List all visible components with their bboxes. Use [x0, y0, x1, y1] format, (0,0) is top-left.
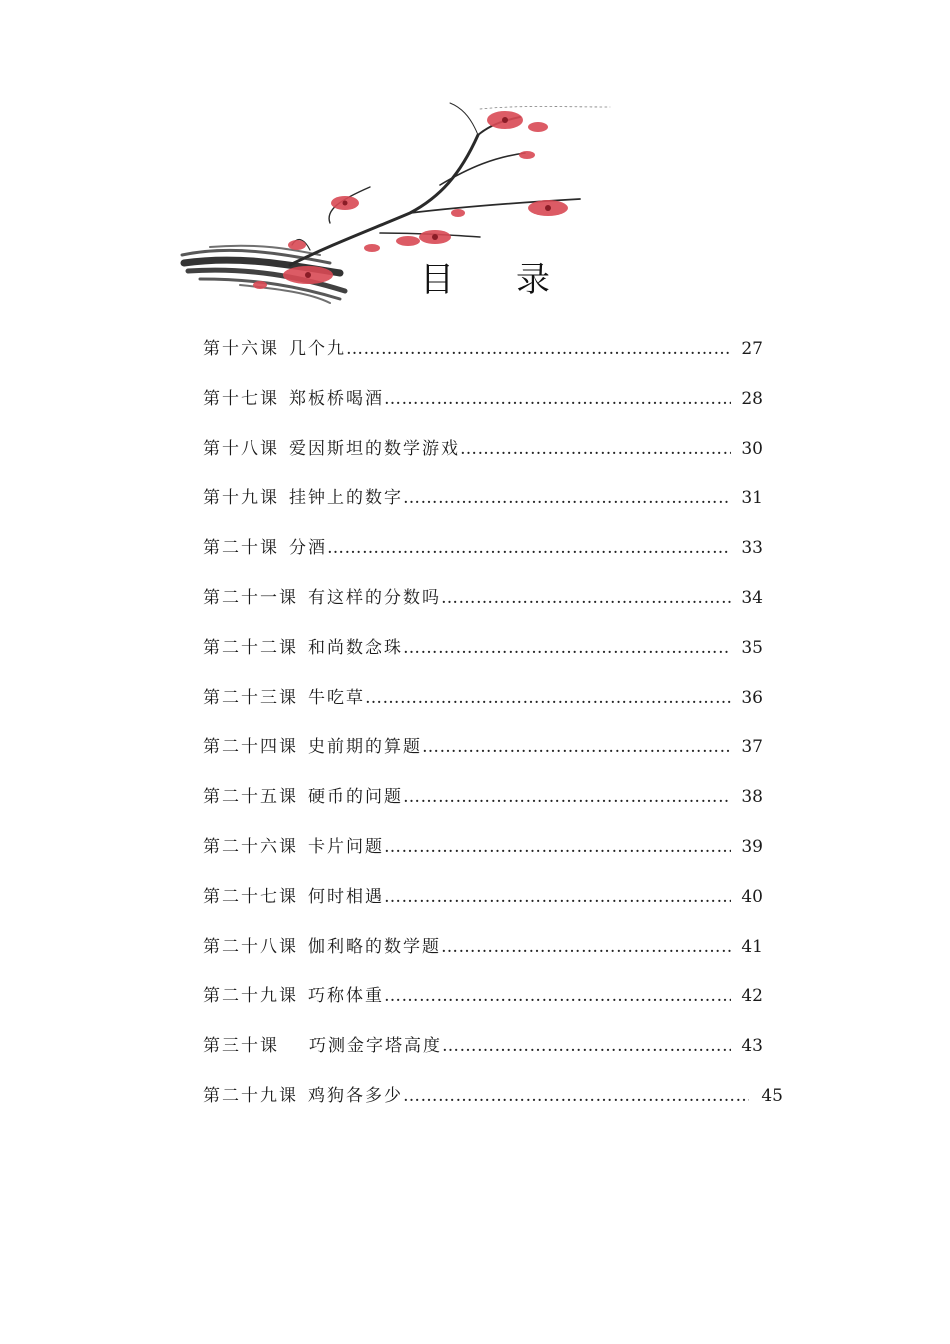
toc-lesson-title: 分酒 [289, 538, 327, 559]
toc-page-number: 35 [741, 637, 763, 658]
toc-page-number: 45 [761, 1085, 783, 1106]
toc-lesson-number: 第二十课 [203, 538, 279, 559]
toc-lesson-title: 硬币的问题 [308, 787, 403, 808]
toc-page-number: 42 [741, 986, 763, 1007]
toc-entry[interactable] [203, 834, 763, 884]
toc-lesson-number: 第二十六课 [203, 836, 298, 857]
toc-lesson-title: 卡片问题 [308, 836, 384, 857]
toc-lesson-number: 第二十一课 [203, 587, 298, 608]
toc-lesson-title: 郑板桥喝酒 [289, 388, 384, 409]
toc-leader-dots [403, 784, 731, 810]
toc-entry[interactable] [203, 336, 763, 386]
toc-leader-dots [422, 734, 731, 760]
toc-lesson-number: 第十七课 [203, 388, 279, 409]
toc-entry[interactable] [203, 436, 763, 486]
toc-entry[interactable] [203, 884, 763, 934]
toc-entry[interactable] [203, 934, 763, 984]
toc-lesson-number: 第二十三课 [203, 687, 298, 708]
toc-leader-dots [384, 386, 731, 412]
toc-entry[interactable] [203, 1083, 783, 1133]
toc-lesson-title: 巧称体重 [308, 986, 384, 1007]
toc-lesson-number: 第二十九课 [203, 1085, 298, 1106]
toc-leader-dots [327, 535, 731, 561]
toc-leader-dots [441, 934, 731, 960]
toc-entry[interactable] [203, 784, 763, 834]
toc-leader-dots [384, 834, 731, 860]
table-of-contents [203, 336, 783, 1133]
toc-lesson-title: 爱因斯坦的数学游戏 [289, 438, 460, 459]
toc-lesson-number: 第十九课 [203, 488, 279, 509]
toc-lesson-number: 第二十五课 [203, 787, 298, 808]
toc-lesson-number: 第二十七课 [203, 886, 298, 907]
toc-page-number: 33 [741, 538, 763, 559]
branches [290, 103, 610, 265]
toc-page-number: 36 [741, 687, 763, 708]
toc-leader-dots [403, 1083, 749, 1109]
toc-lesson-title: 史前期的算题 [308, 737, 422, 758]
toc-page-number: 39 [741, 836, 763, 857]
toc-lesson-number: 第二十四课 [203, 737, 298, 758]
toc-entry[interactable] [203, 635, 763, 685]
toc-leader-dots [442, 1033, 731, 1059]
toc-lesson-number: 第二十八课 [203, 936, 298, 957]
toc-entry[interactable] [203, 685, 763, 735]
toc-page-number: 27 [741, 339, 763, 359]
toc-leader-dots [346, 336, 731, 362]
toc-entry[interactable] [203, 386, 763, 436]
toc-entry[interactable] [203, 1033, 763, 1083]
toc-page-number: 28 [741, 388, 763, 409]
toc-lesson-title: 巧测金字塔高度 [309, 1036, 442, 1057]
toc-page-number: 30 [741, 438, 763, 459]
toc-leader-dots [365, 685, 731, 711]
toc-entry[interactable] [203, 535, 763, 585]
toc-leader-dots [403, 635, 731, 661]
toc-page-number: 41 [741, 936, 763, 957]
toc-entry[interactable] [203, 983, 763, 1033]
toc-page-number: 34 [741, 587, 763, 608]
toc-lesson-title: 鸡狗各多少 [308, 1085, 403, 1106]
toc-page-number: 37 [741, 737, 763, 758]
toc-lesson-title: 和尚数念珠 [308, 637, 403, 658]
toc-lesson-title: 有这样的分数吗 [308, 587, 441, 608]
toc-lesson-title: 挂钟上的数字 [289, 488, 403, 509]
toc-lesson-number: 第二十九课 [203, 986, 298, 1007]
toc-leader-dots [441, 585, 731, 611]
page-title: 目录 [420, 260, 612, 300]
toc-leader-dots [384, 983, 731, 1009]
toc-lesson-number: 第十八课 [203, 438, 279, 459]
toc-page-number: 31 [741, 488, 763, 509]
toc-lesson-number: 第二十二课 [203, 637, 298, 658]
toc-lesson-title: 何时相遇 [308, 886, 384, 907]
toc-page-number: 38 [741, 787, 763, 808]
toc-entry[interactable] [203, 585, 763, 635]
toc-leader-dots [403, 485, 731, 511]
toc-lesson-number: 第十六课 [203, 339, 279, 359]
toc-entry[interactable] [203, 734, 763, 784]
toc-lesson-title: 几个九 [289, 339, 346, 359]
toc-lesson-title: 牛吃草 [308, 687, 365, 708]
toc-entry[interactable] [203, 485, 763, 535]
toc-leader-dots [384, 884, 731, 910]
toc-lesson-title: 伽利略的数学题 [308, 936, 441, 957]
toc-leader-dots [460, 436, 731, 462]
toc-lesson-number: 第三十课 [203, 1036, 279, 1057]
toc-page-number: 40 [741, 886, 763, 907]
toc-page-number: 43 [741, 1036, 763, 1057]
